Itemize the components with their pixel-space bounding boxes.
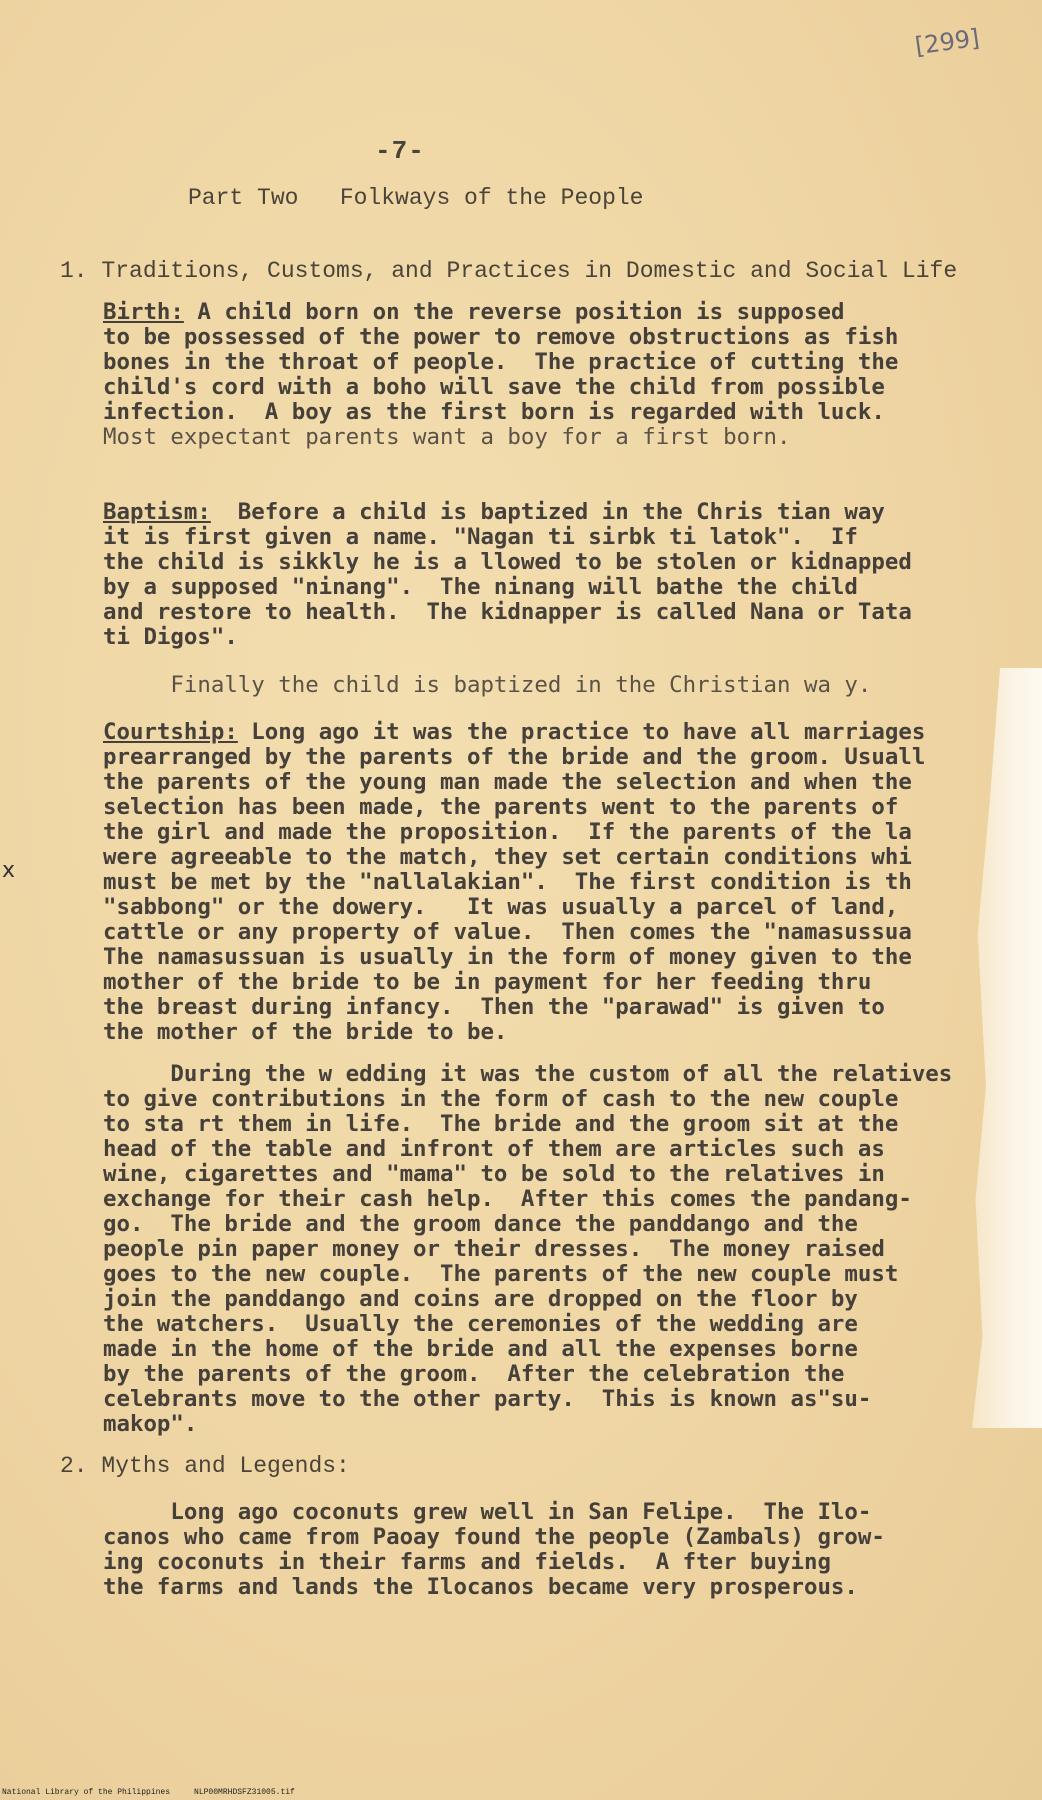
legend-paragraph: Long ago coconuts grew well in San Felipe. The Ilo- canos who came from Paoay found the people (Zambals) grow- ing coconuts in their farms and fields. A fter buying the farms and lands the Ilocanos became very prosperous. bbox=[103, 1499, 885, 1600]
courtship-paragraph: Courtship: Long ago it was the practice to have all marriages prearranged by the parents of the bride and the groom. Usuall the parents of the young man made the selection and when the selection has been made, the parents went to the parents of the girl and made the proposition. If the parents of the la were agreeable to the match, they set certain conditions whi must be met by the "nallalakian". The first condition is th "sabbong" or the dowery. It was usually a parcel of land, cattle or any property of value. Then comes the "namasussua The namasussuan is usually in the form of money given to the mother of the bride to be in payment for her feeding thru the breast during infancy. Then the "parawad" is given to the mother of the bride to be. bbox=[103, 719, 926, 1045]
wedding-paragraph: During the w edding it was the custom of all the relatives to give contributions in the form of cash to the new couple to sta rt them in life. The bride and the groom sit at the head of the table and infront of them are articles such as wine, cigarettes and "mama" to be sold to the relatives in exchange for their cash help. After this comes the pandang- go. The bride and the groom dance the panddango and the people pin paper money or their dresses. The money raised goes to the new couple. The parents of the new couple must join the panddango and coins are dropped on the floor by the watchers. Usually the ceremonies of the wedding are made in the home of the bride and all the expenses borne by the parents of the groom. After the celebration the celebrants move to the other party. This is known as"su- makop". bbox=[103, 1061, 953, 1437]
section-2-title: 2. Myths and Legends: bbox=[60, 1453, 350, 1479]
courtship-heading: Courtship: bbox=[103, 719, 238, 745]
page-reference: [299] bbox=[913, 23, 982, 61]
baptism-paragraph: Baptism: Before a child is baptized in the Chris tian way it is first given a name. "Nagan ti sirbk ti latok". If the child is sikkly he is a llowed to be stolen or kidnapped by a supposed "ninang". The ninang will bathe the child and restore to health. The kidnapper is called Nana or Tata ti Digos". bbox=[103, 499, 912, 650]
finally-paragraph: Finally the child is baptized in the Christian wa y. bbox=[103, 672, 872, 698]
torn-edge bbox=[972, 668, 1042, 1428]
part-title: Part Two Folkways of the People bbox=[188, 185, 644, 211]
birth-heading: Birth: bbox=[103, 299, 184, 325]
margin-mark: x bbox=[2, 858, 16, 883]
birth-paragraph: Birth: A child born on the reverse position is supposed to be possessed of the power to remove obstructions as fish bones in the throat of people. The practice of cutting the child's cord with a boho will save the child from possible infection. A boy as the first born is regarded with luck. Most expectant parents want a boy for a first born. bbox=[103, 299, 899, 450]
page-number: -7- bbox=[375, 136, 425, 166]
baptism-heading: Baptism: bbox=[103, 499, 211, 525]
section-1-title: 1. Traditions, Customs, and Practices in Domestic and Social Life bbox=[60, 258, 958, 284]
archive-footer: National Library of the Philippines NLP00MRHDSFZ31005.tif bbox=[2, 1788, 295, 1797]
